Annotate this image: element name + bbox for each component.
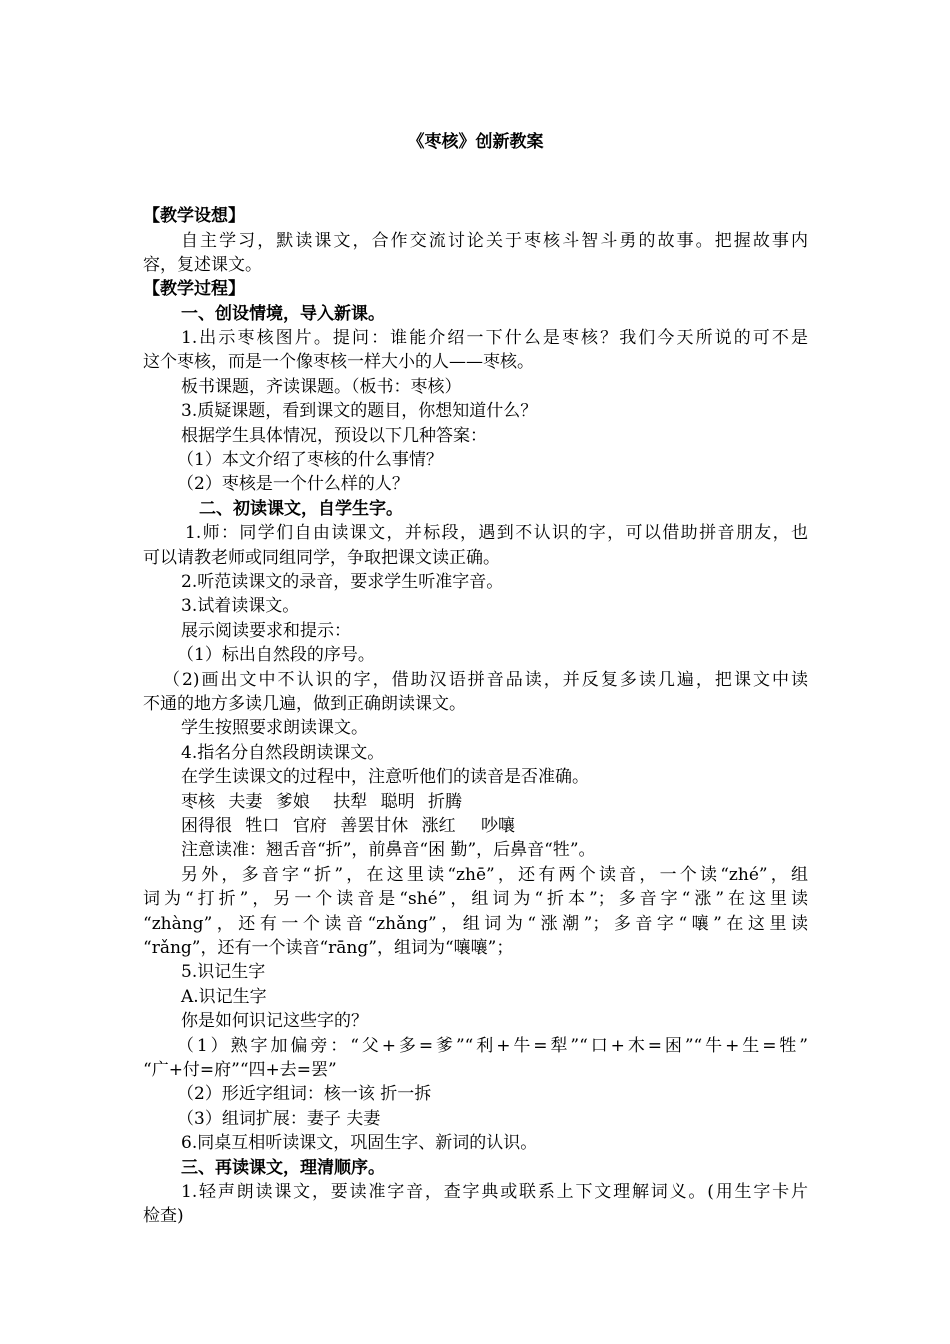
paragraph: 学生按照要求朗读课文。: [181, 718, 368, 738]
paragraph: 1.轻声朗读课文，要读准字音，查字典或联系上下文理解词义。(用生字卡片: [181, 1182, 808, 1202]
paragraph: 检查): [143, 1206, 184, 1226]
paragraph: 4.指名分自然段朗读课文。: [181, 743, 385, 763]
paragraph: 1.出示枣核图片。提问：谁能介绍一下什么是枣核？我们今天所说的可不是: [181, 328, 808, 348]
vocab-word: 牲口: [245, 816, 280, 836]
paragraph: “zhàng”，还有一个读音“zhǎng”，组词为“涨潮”；多音字“嚷”在这里读: [143, 914, 808, 934]
vocab-word: 扶犁: [333, 792, 368, 812]
vocabulary-row-1: [181, 792, 470, 812]
vocab-word: 涨红: [421, 816, 456, 836]
list-item: （2）形近字组词：核一该 折一拆: [177, 1084, 432, 1104]
vocabulary-row-2: [181, 816, 523, 836]
list-item: （2）枣核是一个什么样的人？: [177, 474, 409, 494]
section-heading-process: 【教学过程】: [143, 279, 245, 299]
paragraph: 板书课题，齐读课题。（板书：枣核）: [181, 377, 462, 397]
subsection-heading-1: 一、创设情境，导入新课。: [181, 304, 385, 324]
vocab-word: 折腾: [428, 792, 463, 812]
vocab-word: 聪明: [380, 792, 415, 812]
paragraph: 根据学生具体情况，预设以下几种答案：: [181, 426, 487, 446]
paragraph: 另外，多音字“折”，在这里读“zhē”，还有两个读音，一个读“zhé”，组: [181, 865, 808, 885]
paragraph: 3.质疑课题，看到课文的题目，你想知道什么？: [181, 401, 538, 421]
paragraph: “rǎng”，还有一个读音“rāng”，组词为“嚷嚷”；: [143, 938, 514, 958]
vocab-word: 夫妻: [228, 792, 263, 812]
paragraph: 展示阅读要求和提示：: [181, 621, 351, 641]
list-item: （1）标出自然段的序号。: [177, 645, 375, 665]
paragraph: 3.试着读课文。: [181, 596, 300, 616]
vocab-word: 枣核: [181, 792, 215, 812]
paragraph: “广+付=府”“四+去=罢”: [143, 1060, 337, 1080]
vocab-word: 吵嚷: [481, 816, 516, 836]
vocab-word: 困得很: [181, 816, 232, 836]
section-heading-design: 【教学设想】: [143, 206, 245, 226]
paragraph: 在学生读课文的过程中，注意听他们的读音是否准确。: [181, 767, 589, 787]
paragraph: 不通的地方多读几遍，做到正确朗读课文。: [143, 694, 466, 714]
paragraph: 注意读准：翘舌音“折”，前鼻音“困 勤”，后鼻音“牲”。: [181, 840, 596, 860]
subsection-heading-2: 二、初读课文，自学生字。: [199, 499, 403, 519]
paragraph: 可以请教老师或同组同学，争取把课文读正确。: [143, 548, 500, 568]
paragraph: 1.师：同学们自由读课文，并标段，遇到不认识的字，可以借助拼音朋友，也: [185, 523, 808, 543]
subsection-heading-3: 三、再读课文，理清顺序。: [181, 1158, 385, 1178]
paragraph: 自主学习，默读课文，合作交流讨论关于枣核斗智斗勇的故事。把握故事内: [181, 231, 808, 251]
paragraph: A.识记生字: [181, 987, 267, 1007]
list-item: （3）组词扩展：妻子 夫妻: [177, 1109, 381, 1129]
vocab-word: 官府: [292, 816, 327, 836]
vocab-word: 善罢甘休: [340, 816, 409, 836]
paragraph: 词为“打折”，另一个读音是“shé”，组词为“折本”；多音字“涨”在这里读: [143, 889, 808, 909]
list-item: （1）熟字加偏旁：“父+多=爹”“利+牛=犁”“口+木=困”“牛+生=牲”: [177, 1036, 808, 1056]
paragraph: 这个枣核，而是一个像枣核一样大小的人——枣核。: [143, 352, 534, 372]
paragraph: 你是如何识记这些字的？: [181, 1011, 368, 1031]
paragraph: 容，复述课文。: [143, 255, 262, 275]
list-item: （1）本文介绍了枣核的什么事情？: [177, 450, 443, 470]
page-title: 《枣核》创新教案: [407, 132, 544, 152]
paragraph: 2.听范读课文的录音，要求学生听准字音。: [181, 572, 504, 592]
paragraph: 6.同桌互相听读课文，巩固生字、新词的认识。: [181, 1133, 538, 1153]
list-item: （2)画出文中不认识的字，借助汉语拼音品读，并反复多读几遍，把课文中读: [163, 670, 808, 690]
vocab-word: 爹娘: [275, 792, 310, 812]
paragraph: 5.识记生字: [181, 962, 266, 982]
